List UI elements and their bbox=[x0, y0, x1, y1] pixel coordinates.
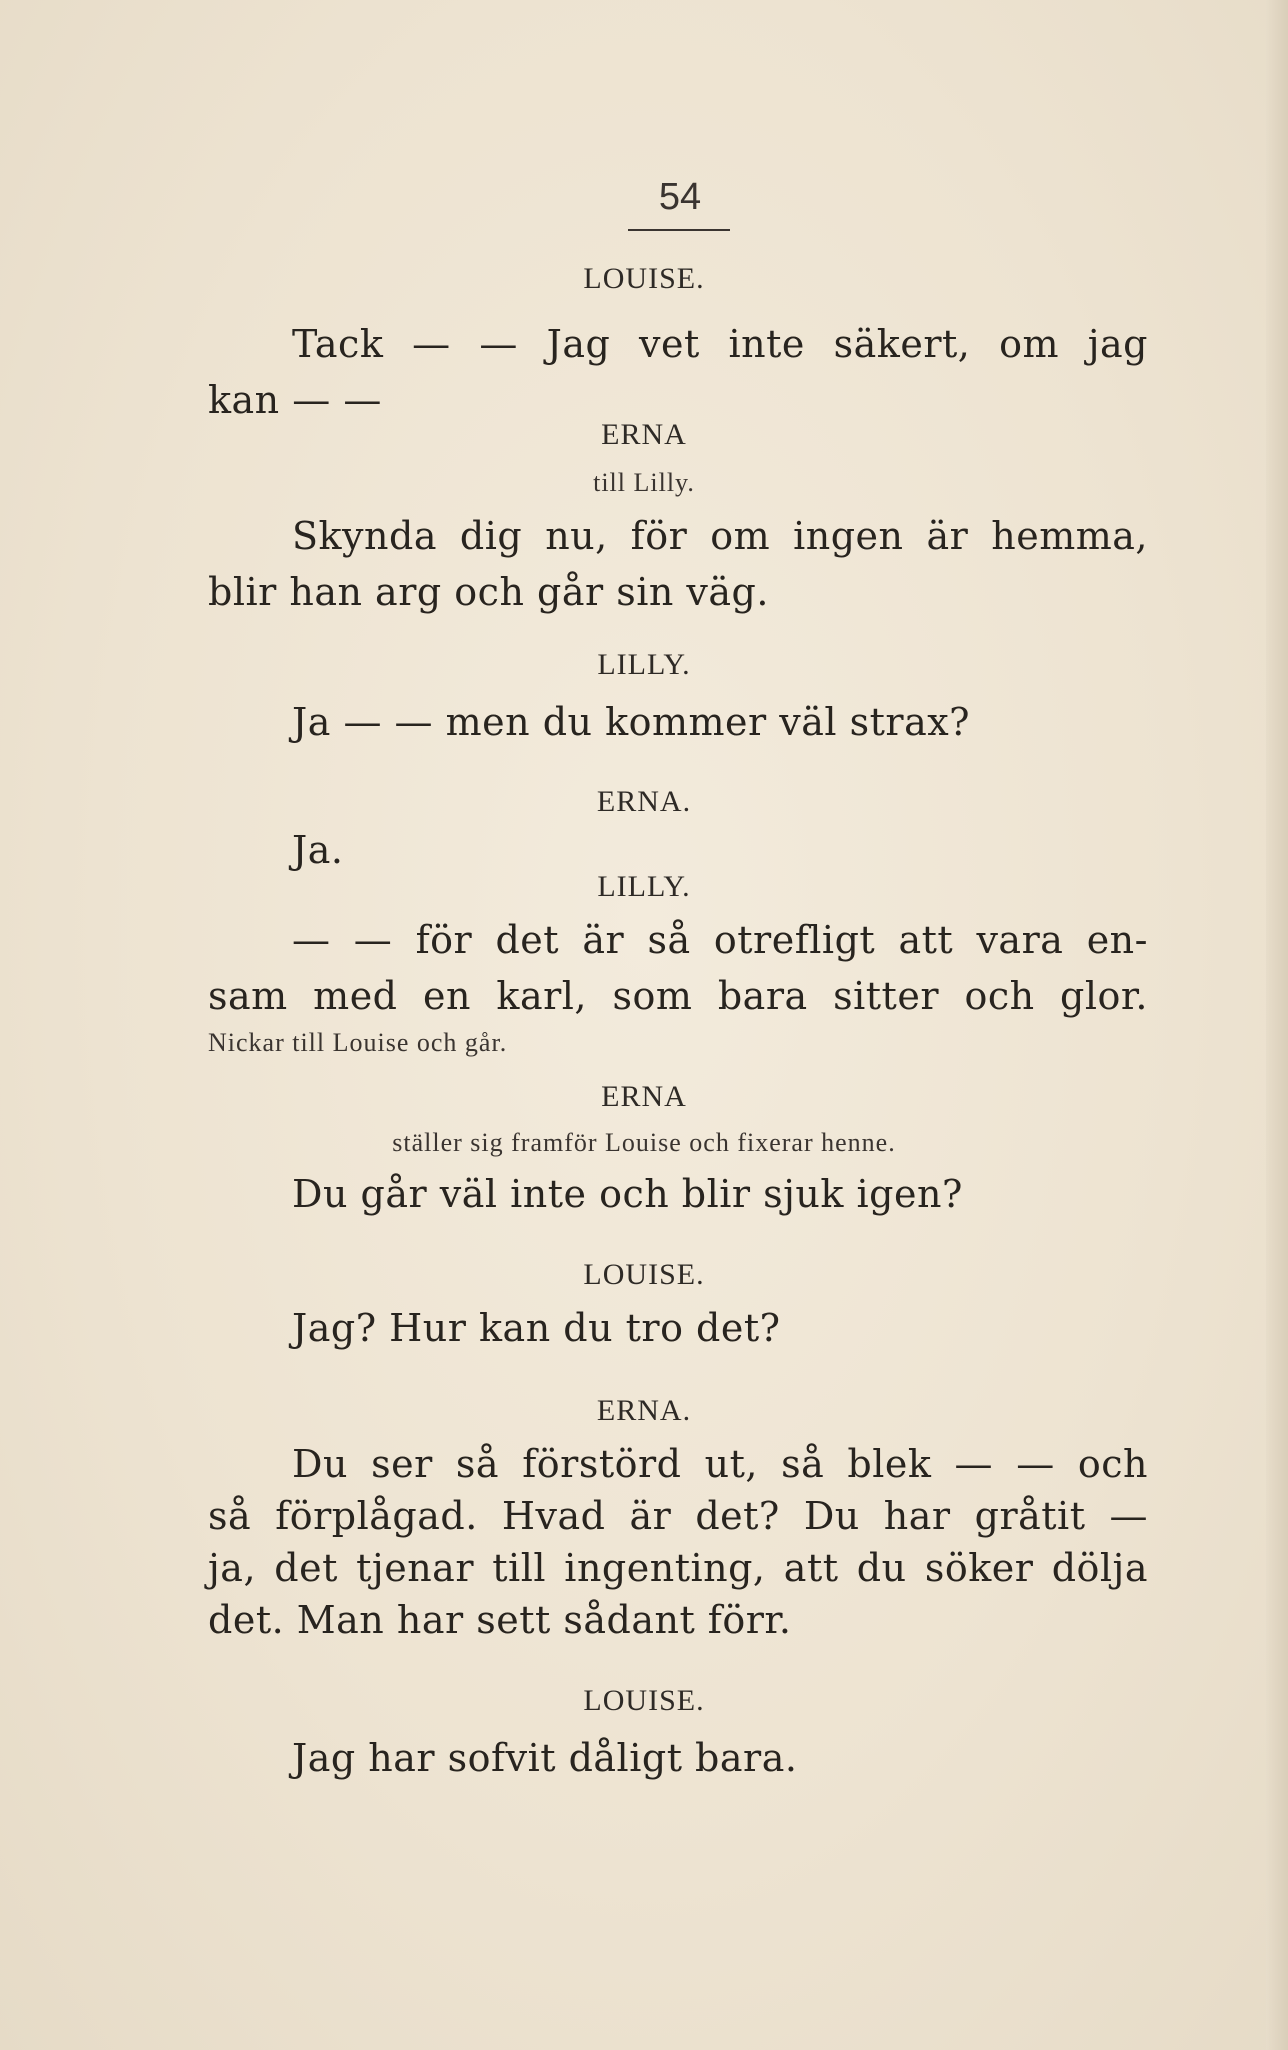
dialogue-line: Ja — — men du kommer väl strax? bbox=[292, 700, 971, 744]
page-number: 54 bbox=[658, 176, 702, 218]
dialogue-line: Du ser så förstörd ut, så blek — — och bbox=[292, 1442, 1148, 1486]
dialogue-line: ja, det tjenar till ingenting, att du söker dölja bbox=[208, 1546, 1148, 1590]
speaker-name: LOUISE. bbox=[583, 1258, 705, 1291]
dialogue-line: kan — — bbox=[208, 378, 382, 422]
speaker-name: LILLY. bbox=[597, 870, 691, 903]
stage-direction: Nickar till Louise och går. bbox=[208, 1028, 508, 1057]
dialogue-line: blir han arg och går sin väg. bbox=[208, 570, 769, 614]
dialogue-line: Skynda dig nu, för om ingen är hemma, bbox=[292, 514, 1148, 558]
dialogue-line: Tack — — Jag vet inte säkert, om jag bbox=[292, 322, 1148, 366]
speaker-name: ERNA bbox=[601, 1080, 687, 1113]
page-edge bbox=[1266, 0, 1288, 2050]
dialogue-line: — — för det är så otrefligt att vara en- bbox=[292, 918, 1148, 962]
dialogue-line: sam med en karl, som bara sitter och glor. bbox=[208, 974, 1148, 1018]
speaker-name: ERNA. bbox=[596, 785, 692, 818]
stage-direction: till Lilly. bbox=[593, 468, 695, 497]
dialogue-line: det. Man har sett sådant förr. bbox=[208, 1598, 792, 1642]
dialogue-line: Jag har sofvit dåligt bara. bbox=[292, 1736, 798, 1780]
speaker-name: ERNA. bbox=[596, 1394, 692, 1427]
speaker-name: ERNA bbox=[601, 418, 687, 451]
dialogue-line: Jag? Hur kan du tro det? bbox=[292, 1306, 781, 1350]
speaker-name: LILLY. bbox=[597, 648, 691, 681]
dialogue-line: Ja. bbox=[292, 828, 344, 872]
speaker-name: LOUISE. bbox=[583, 1684, 705, 1717]
speaker-name: LOUISE. bbox=[583, 262, 705, 295]
stage-direction: ställer sig framför Louise och fixerar henne. bbox=[392, 1128, 896, 1157]
page-number-rule bbox=[628, 229, 730, 231]
dialogue-line: så förplågad. Hvad är det? Du har gråtit — bbox=[208, 1494, 1148, 1538]
dialogue-line: Du går väl inte och blir sjuk igen? bbox=[292, 1172, 963, 1216]
